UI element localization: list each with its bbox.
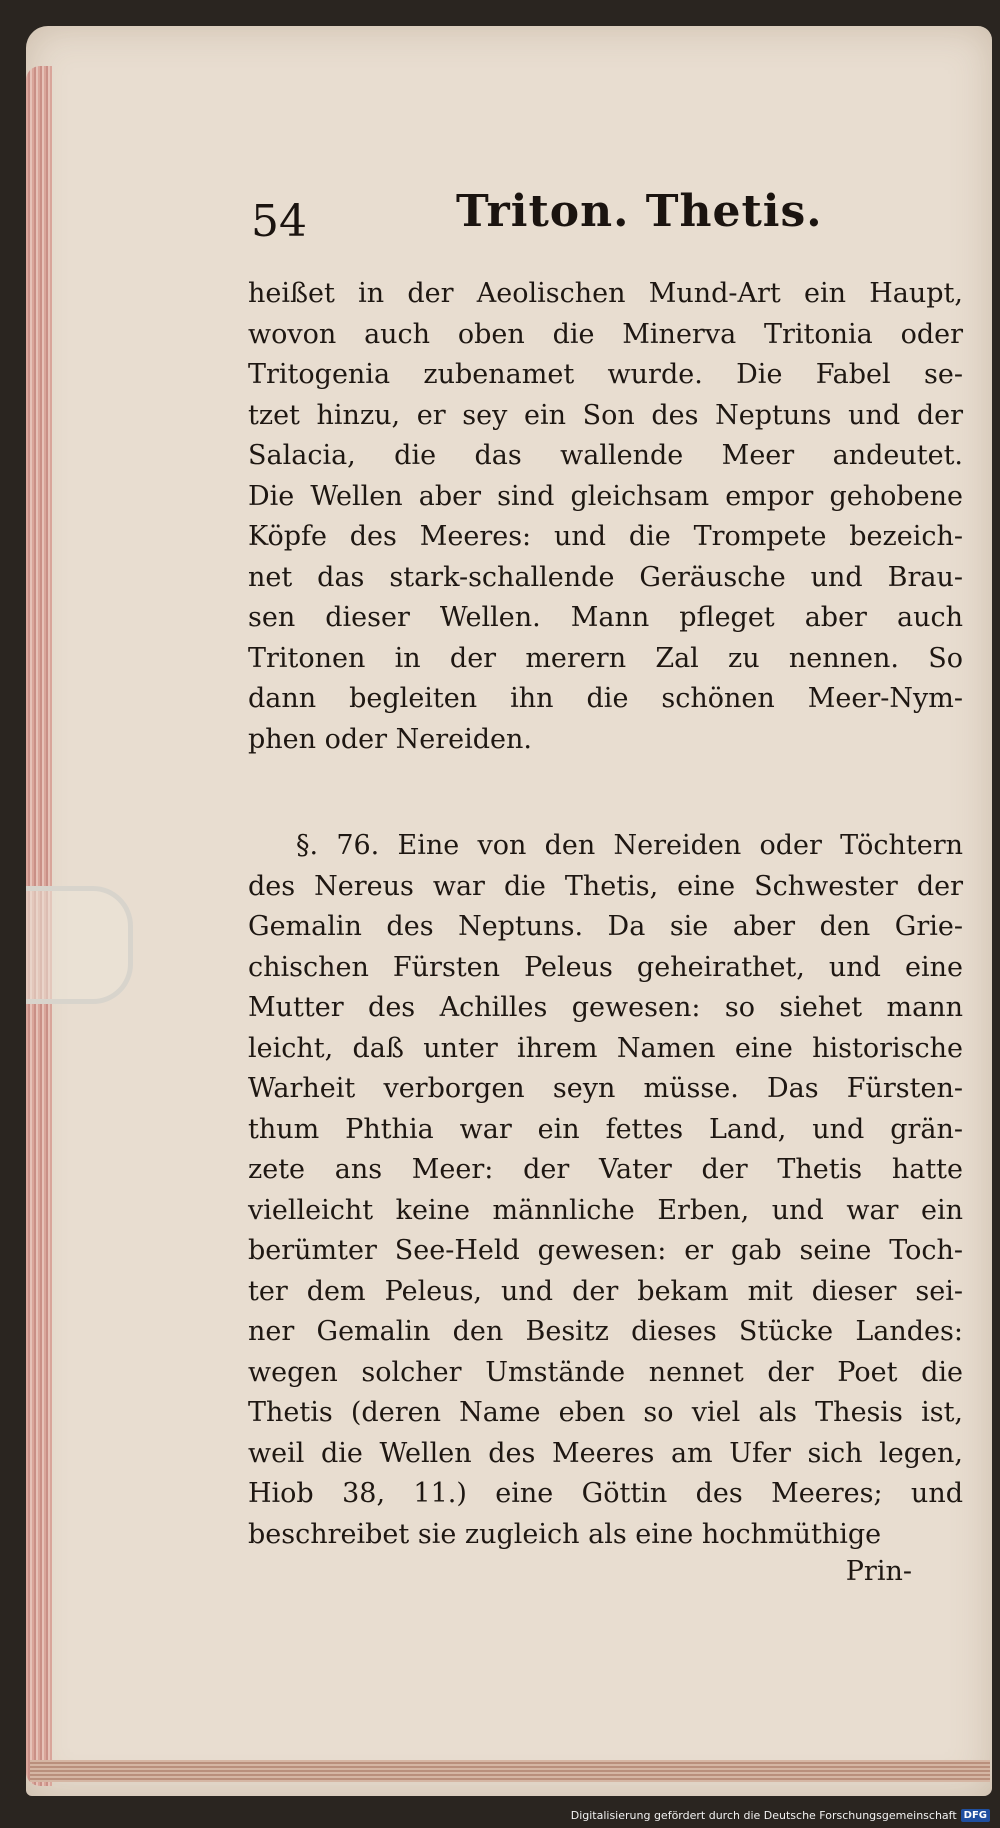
text-line: Tritonen in der merern Zal zu nennen. So: [248, 642, 963, 674]
text-line: des Nereus war die Thetis, eine Schwester der: [248, 870, 963, 902]
text-line: tzet hinzu, er sey ein Son des Neptuns und der: [248, 399, 963, 431]
text-line: Warheit verborgen seyn müsse. Das Fürsten-: [248, 1073, 963, 1104]
text-line: wegen solcher Umstände nennet der Poet die: [248, 1356, 963, 1388]
text-line: vielleicht keine männliche Erben, und war ein: [248, 1194, 963, 1226]
text-line: chischen Fürsten Peleus geheirathet, und eine: [248, 951, 963, 983]
text-line: Hiob 38, 11.) eine Göttin des Meeres; und: [248, 1478, 963, 1509]
text-line: Tritogenia zubenamet wurde. Die Fabel se-: [248, 359, 963, 390]
text-line: Gemalin des Neptuns. Da sie aber den Grie-: [248, 911, 963, 942]
page-header: [251, 186, 951, 256]
text-line: heißet in der Aeolischen Mund-Art ein Haupt,: [248, 278, 963, 309]
dfg-logo: DFG: [961, 1809, 990, 1822]
text-line: weil die Wellen des Meeres am Ufer sich legen,: [248, 1437, 963, 1469]
text-line: §. 76. Eine von den Nereiden oder Töchtern: [296, 830, 963, 861]
text-line: beschreibet sie zugleich als eine hochmüthige: [248, 1518, 882, 1550]
text-line: wovon auch oben die Minerva Tritonia oder: [248, 318, 963, 350]
text-line: ner Gemalin den Besitz dieses Stücke Landes:: [248, 1316, 963, 1347]
text-line: thum Phthia war ein fettes Land, und grän-: [248, 1113, 963, 1145]
text-line: Die Wellen aber sind gleichsam empor gehobene: [248, 480, 963, 512]
text-line: net das stark-schallende Geräusche und Brau-: [248, 561, 963, 593]
text-line: berümter See-Held gewesen: er gab seine Toch-: [248, 1235, 963, 1266]
text-line: Köpfe des Meeres: und die Trompete bezeich-: [248, 521, 963, 552]
paragraph-1: [248, 274, 963, 760]
text-line: Salacia, die das wallende Meer andeutet.: [248, 440, 963, 471]
text-line: phen oder Nereiden.: [248, 723, 532, 755]
text-line: Mutter des Achilles gewesen: so siehet mann: [248, 992, 963, 1023]
text-line: leicht, daß unter ihrem Namen eine historische: [248, 1032, 963, 1064]
text-line: Thetis (deren Name eben so viel als Thesis ist,: [248, 1397, 963, 1428]
book-page: [26, 26, 992, 1796]
catchword: Prin-: [845, 1556, 912, 1587]
text-line: dann begleiten ihn die schönen Meer-Nym-: [248, 683, 963, 714]
paragraph-2: [248, 826, 963, 1555]
text-line: zete ans Meer: der Vater der Thetis hatte: [248, 1154, 963, 1185]
text-line: sen dieser Wellen. Mann pfleget aber auch: [248, 602, 963, 633]
running-head: Triton. Thetis.: [456, 186, 823, 237]
page-number: 54: [251, 196, 307, 247]
page-bottom-edge: [30, 1760, 990, 1782]
footer-credit: Digitalisierung gefördert durch die Deutsche Forschungsgemeinschaft: [570, 1809, 957, 1822]
text-line: ter dem Peleus, und der bekam mit dieser sei-: [248, 1275, 963, 1307]
digitization-footer: [571, 1809, 990, 1822]
bookmark-clip: [26, 886, 133, 1004]
